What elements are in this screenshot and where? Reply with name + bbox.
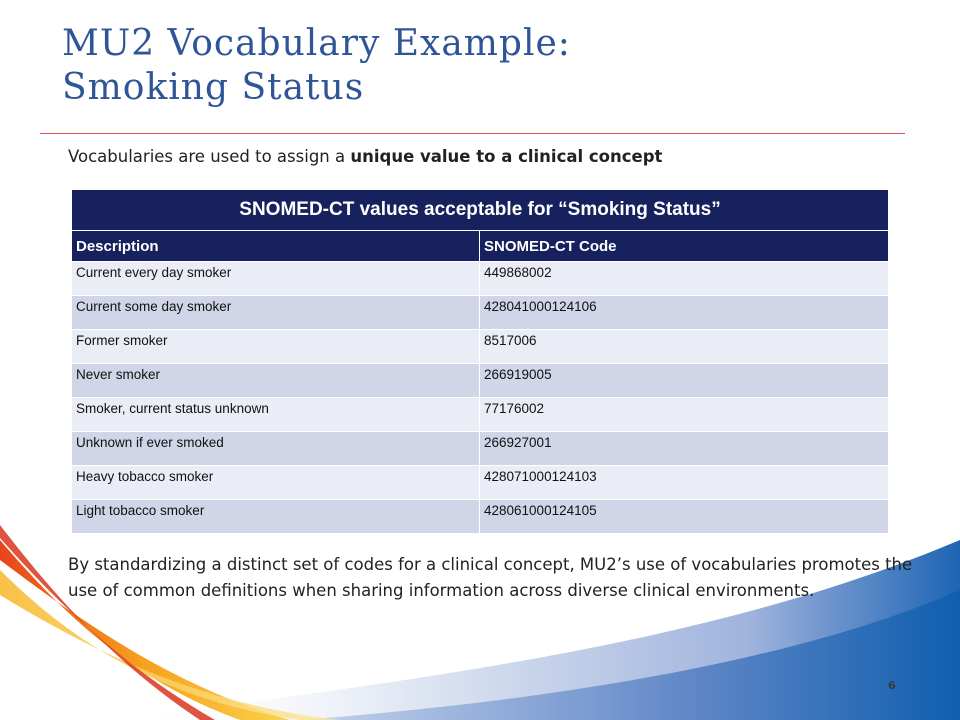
intro-emphasis: unique value to a clinical concept (350, 147, 663, 166)
table-row (72, 466, 889, 500)
summary-paragraph: By standardizing a distinct set of codes for a clinical concept, MU2’s use of vocabularies promotes the use of common definitions when sharing information across diverse clinical environments. (68, 555, 913, 600)
decorative-swoosh (0, 500, 960, 720)
code-cell: 77176002 (480, 398, 889, 432)
code-cell: 266919005 (480, 364, 889, 398)
title-divider (40, 133, 905, 134)
table-row (72, 432, 889, 466)
page-number: 6 (888, 679, 896, 692)
title-line-2: Smoking Status (62, 67, 365, 108)
title-line-1: MU2 Vocabulary Example: (62, 23, 571, 64)
code-cell: 8517006 (480, 330, 889, 364)
code-cell: 428071000124103 (480, 466, 889, 500)
intro-prefix: Vocabularies are used to assign a (68, 147, 351, 166)
description-cell: Unknown if ever smoked (72, 432, 480, 466)
table-caption: SNOMED-CT values acceptable for “Smoking Status” (72, 190, 889, 231)
description-cell: Former smoker (72, 330, 480, 364)
column-header-code: SNOMED-CT Code (480, 231, 889, 262)
description-cell: Current some day smoker (72, 296, 480, 330)
description-cell: Smoker, current status unknown (72, 398, 480, 432)
intro-text (68, 144, 928, 170)
column-header-description: Description (72, 231, 480, 262)
description-cell: Current every day smoker (72, 262, 480, 296)
code-cell: 428041000124106 (480, 296, 889, 330)
slide-title (62, 22, 922, 110)
table-row (72, 364, 889, 398)
code-cell: 449868002 (480, 262, 889, 296)
code-cell: 266927001 (480, 432, 889, 466)
table-row (72, 330, 889, 364)
table-row (72, 398, 889, 432)
table-row (72, 262, 889, 296)
description-cell: Heavy tobacco smoker (72, 466, 480, 500)
description-cell: Never smoker (72, 364, 480, 398)
code-cell: 428061000124105 (480, 500, 889, 534)
smoking-status-table (71, 189, 889, 534)
table-row (72, 296, 889, 330)
description-cell: Light tobacco smoker (72, 500, 480, 534)
